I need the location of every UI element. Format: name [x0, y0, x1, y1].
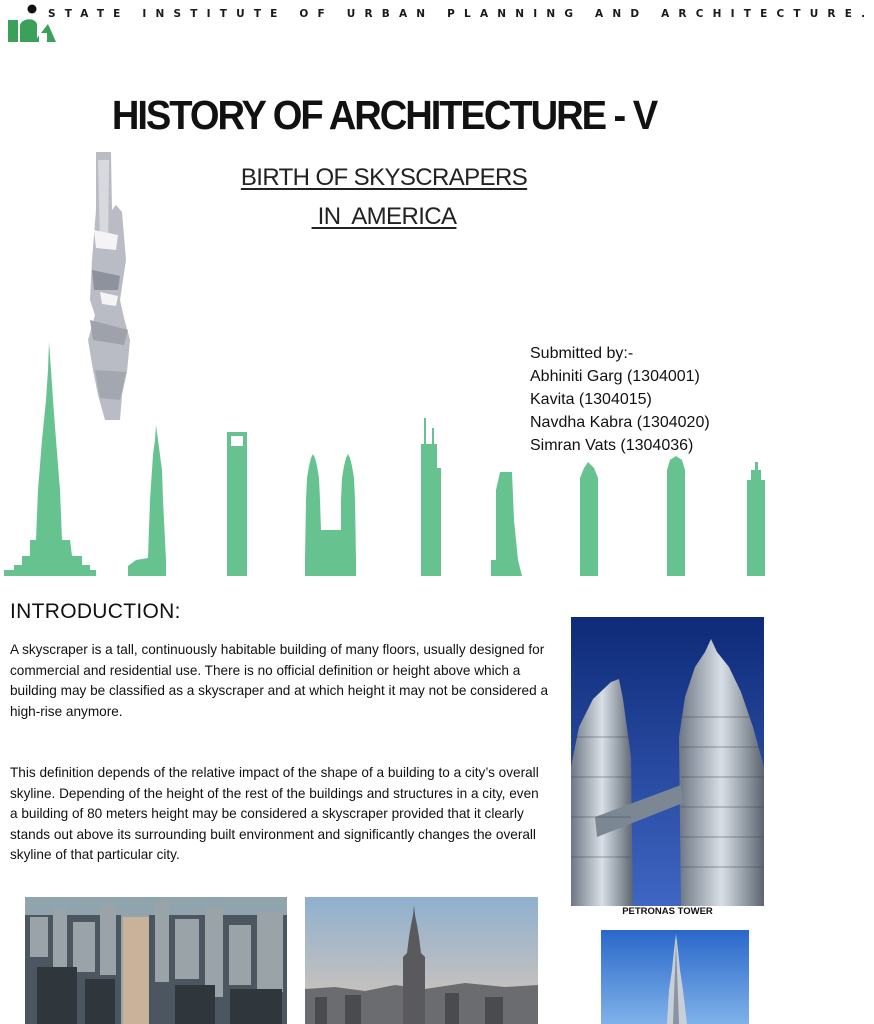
city-aerial-photo: [25, 897, 287, 1024]
submitted-by: [530, 342, 710, 457]
introduction-paragraph-1: A skyscraper is a tall, continuously habitable building of many floors, usually designed for commercial and residential use. There is no official definition or height above which a building may be classified as a skyscraper and at which height it may not be considered a high-rise anymore.: [10, 642, 549, 719]
building-eight-silhouette: [667, 456, 685, 576]
subtitle-line-2: IN AMERICA: [311, 203, 457, 230]
institute-name: STATE INSTITUTE OF URBAN PLANNING AND ARCHITECTURE.: [48, 8, 874, 20]
member-name: Navdha Kabra (1304020): [530, 414, 710, 431]
member-name: Kavita (1304015): [530, 391, 652, 408]
petronas-silhouette: [305, 454, 356, 576]
introduction-paragraph-2: This definition depends of the relative impact of the shape of a building to a city’s overall skyline. Depending of the height of the rest of the buildings and structures in a city, even a building of 80 meters height may be considered a skyscraper provided that it clearly stands out above its surrounding built environment and significantly changes the overall skyline of that particular city.: [10, 765, 539, 863]
burj-khalifa-silhouette: [4, 342, 96, 576]
subtitle-line-1: BIRTH OF SKYSCRAPERS: [240, 164, 528, 191]
submitted-heading: Submitted by:-: [530, 345, 634, 362]
willis-tower-silhouette: [421, 418, 441, 576]
burj-khalifa-photo: [601, 930, 749, 1024]
building-nine-silhouette: [747, 462, 765, 576]
taipei-101-silhouette: [128, 425, 166, 576]
shanghai-wfc-silhouette: [227, 432, 247, 576]
building-seven-silhouette: [580, 462, 598, 576]
member-name: Simran Vats (1304036): [530, 437, 694, 454]
petronas-caption: PETRONAS TOWER: [622, 906, 713, 917]
introduction-heading: INTRODUCTION:: [10, 600, 181, 623]
twisting-tower-image: [88, 152, 130, 420]
petronas-tower-photo: [571, 617, 764, 906]
empire-state-photo: [305, 897, 538, 1024]
member-name: Abhiniti Garg (1304001): [530, 368, 700, 385]
building-six-silhouette: [491, 472, 522, 576]
page-title: HISTORY OF ARCHITECTURE - V: [111, 92, 657, 138]
